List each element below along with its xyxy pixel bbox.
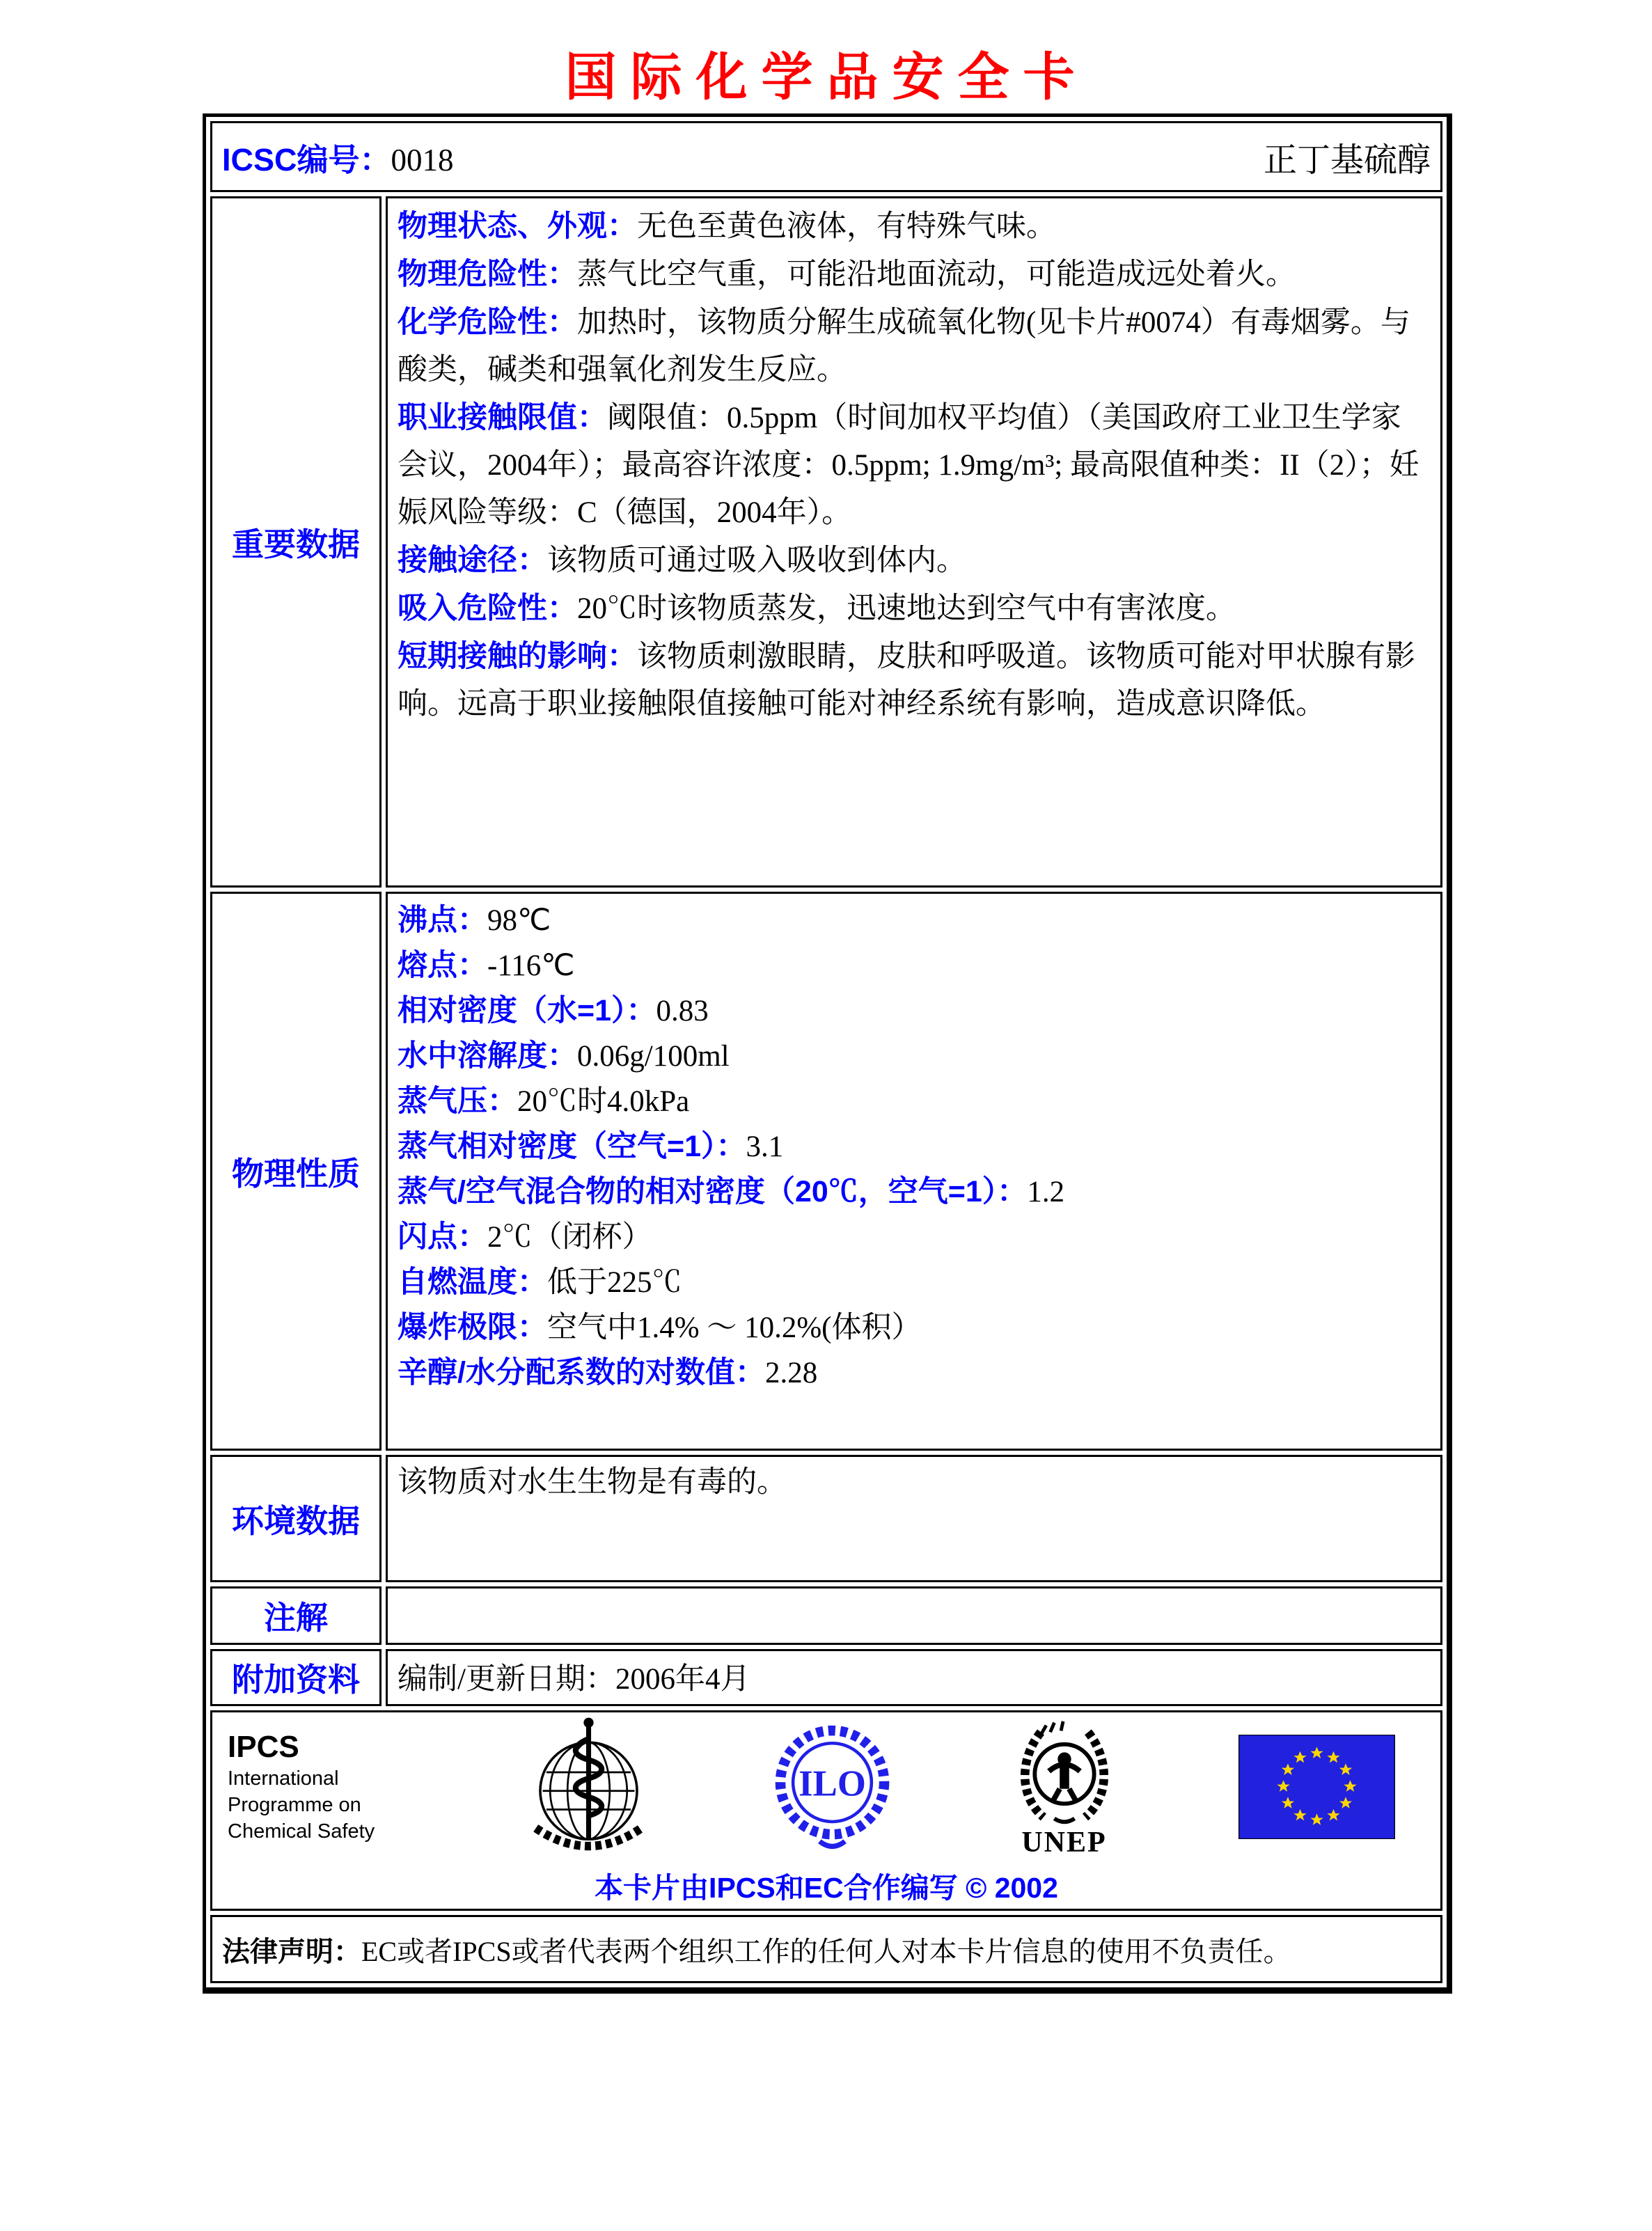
important-data-row bbox=[210, 196, 1442, 888]
environmental-data-text: 该物质对水生生物是有毒的。 bbox=[398, 1466, 787, 1499]
entry-text: 20℃时该物质蒸发，迅速地达到空气中有害浓度。 bbox=[577, 592, 1236, 625]
physical-property-entry bbox=[398, 1169, 1431, 1215]
entry-label: 蒸气/空气混合物的相对密度（20℃，空气=1）： bbox=[398, 1175, 1028, 1208]
icsc-number-value: 0018 bbox=[391, 142, 454, 178]
legal-text: EC或者IPCS或者代表两个组织工作的任何人对本卡片信息的使用不负责任。 bbox=[361, 1935, 1291, 1967]
entry-text: 2℃（闭杯） bbox=[487, 1221, 652, 1254]
eu-flag-icon bbox=[1238, 1735, 1395, 1839]
ipcs-text-block bbox=[228, 1729, 402, 1845]
entry-label: 吸入危险性： bbox=[398, 592, 577, 625]
entry-label: 接触途径： bbox=[398, 544, 547, 577]
ipcs-line: Programme on bbox=[228, 1793, 361, 1816]
entry-label: 熔点： bbox=[398, 949, 487, 982]
legal-cell bbox=[210, 1915, 1442, 1983]
entry-label: 辛醇/水分配系数的对数值： bbox=[398, 1356, 765, 1389]
entry-label: 物理危险性： bbox=[398, 258, 577, 291]
entry-label: 自燃温度： bbox=[398, 1266, 547, 1299]
entry-label: 职业接触限值： bbox=[398, 401, 607, 434]
ilo-logo-icon bbox=[775, 1717, 890, 1856]
notes-content bbox=[386, 1586, 1442, 1645]
ipcs-acronym: IPCS bbox=[228, 1729, 299, 1764]
notes-row bbox=[210, 1586, 1442, 1645]
notes-label: 注解 bbox=[210, 1586, 381, 1645]
entry-text: 0.83 bbox=[656, 995, 709, 1027]
logos-cell bbox=[210, 1710, 1442, 1911]
unep-logo-icon bbox=[1012, 1717, 1117, 1859]
important-data-entry bbox=[398, 394, 1431, 537]
entry-label: 蒸气压： bbox=[398, 1085, 517, 1118]
entry-text: -116℃ bbox=[487, 949, 575, 982]
entry-text: 加热时，该物质分解生成硫氧化物(见卡片#0074）有毒烟雾。与酸类，碱类和强氧化剂发生反应。 bbox=[398, 306, 1410, 386]
svg-text:ILO: ILO bbox=[799, 1763, 866, 1804]
credit-line: 本卡片由IPCS和EC合作编写 © 2002 bbox=[595, 1872, 1058, 1904]
entry-text: 98℃ bbox=[487, 904, 551, 937]
physical-property-entry bbox=[398, 943, 1431, 988]
entry-label: 化学危险性： bbox=[398, 306, 577, 339]
entry-label: 短期接触的影响： bbox=[398, 640, 637, 673]
entry-text: 0.06g/100ml bbox=[577, 1040, 730, 1073]
entry-label: 相对密度（水=1）： bbox=[398, 994, 656, 1027]
entry-label: 沸点： bbox=[398, 904, 487, 937]
physical-properties-label: 物理性质 bbox=[210, 892, 381, 1451]
legal-label: 法律声明： bbox=[222, 1936, 361, 1967]
icsc-number-label: ICSC编号： bbox=[222, 141, 391, 178]
ipcs-line: Chemical Safety bbox=[228, 1820, 375, 1843]
who-logo-icon bbox=[524, 1715, 653, 1858]
physical-property-entry bbox=[398, 898, 1431, 943]
entry-text: 1.2 bbox=[1027, 1176, 1065, 1208]
entry-text: 蒸气比空气重，可能沿地面流动，可能造成远处着火。 bbox=[577, 258, 1296, 291]
header-cell bbox=[210, 121, 1442, 192]
additional-info-content: 编制/更新日期：2006年4月 bbox=[386, 1649, 1442, 1706]
legal-row bbox=[210, 1915, 1442, 1983]
physical-property-entry bbox=[398, 1305, 1431, 1350]
ipcs-line: International bbox=[228, 1767, 339, 1790]
physical-property-entry bbox=[398, 1215, 1431, 1260]
physical-properties-row bbox=[210, 892, 1442, 1451]
entry-text: 阈限值：0.5ppm（时间加权平均值）（美国政府工业卫生学家会议，2004年）；最高容许浓度：0.5ppm; 1.9mg/m³; 最高限值种类：II（2）；妊娠风险等级：C（德国，2004年）。 bbox=[398, 402, 1419, 529]
entry-text: 空气中1.4% ～ 10.2%(体积） bbox=[547, 1311, 922, 1344]
entry-text: 3.1 bbox=[746, 1130, 784, 1163]
important-data-label: 重要数据 bbox=[210, 196, 381, 888]
physical-property-entry bbox=[398, 988, 1431, 1034]
unep-caption: UNEP bbox=[1021, 1826, 1107, 1859]
important-data-entry bbox=[398, 251, 1431, 299]
additional-info-row bbox=[210, 1649, 1442, 1706]
icsc-number-group bbox=[222, 134, 454, 180]
entry-text: 无色至黄色液体，有特殊气味。 bbox=[637, 210, 1056, 243]
additional-info-label: 附加资料 bbox=[210, 1649, 381, 1706]
entry-label: 爆炸极限： bbox=[398, 1311, 547, 1344]
header-row bbox=[210, 121, 1442, 192]
physical-properties-content bbox=[386, 892, 1442, 1451]
chemical-name: 正丁基硫醇 bbox=[1263, 141, 1431, 179]
important-data-entry bbox=[398, 537, 1431, 585]
entry-text: 20℃时4.0kPa bbox=[517, 1085, 690, 1118]
physical-property-entry bbox=[398, 1034, 1431, 1079]
entry-label: 闪点： bbox=[398, 1220, 487, 1254]
page-title: 国际化学品安全卡 bbox=[565, 49, 1089, 107]
entry-text: 2.28 bbox=[764, 1357, 818, 1389]
logos-row bbox=[210, 1710, 1442, 1911]
entry-label: 物理状态、外观： bbox=[398, 210, 637, 243]
environmental-data-row bbox=[210, 1455, 1442, 1582]
entry-text: 低于225℃ bbox=[547, 1266, 682, 1299]
entry-text: 该物质可通过吸入吸收到体内。 bbox=[547, 544, 966, 577]
important-data-entry bbox=[398, 203, 1431, 251]
environmental-data-label: 环境数据 bbox=[210, 1455, 381, 1582]
important-data-entry bbox=[398, 633, 1431, 728]
icsc-card-table bbox=[203, 113, 1452, 1994]
important-data-entry bbox=[398, 585, 1431, 633]
important-data-content bbox=[386, 196, 1442, 888]
physical-property-entry bbox=[398, 1260, 1431, 1305]
physical-property-entry bbox=[398, 1350, 1431, 1396]
environmental-data-content bbox=[386, 1455, 1442, 1582]
entry-label: 蒸气相对密度（空气=1）： bbox=[398, 1130, 746, 1163]
entry-text: 该物质刺激眼睛，皮肤和呼吸道。该物质可能对甲状腺有影响。远高于职业接触限值接触可能对神经系统有影响，造成意识降低。 bbox=[398, 640, 1415, 720]
important-data-entry bbox=[398, 299, 1431, 394]
physical-property-entry bbox=[398, 1079, 1431, 1124]
physical-property-entry bbox=[398, 1124, 1431, 1169]
entry-label: 水中溶解度： bbox=[398, 1039, 577, 1073]
